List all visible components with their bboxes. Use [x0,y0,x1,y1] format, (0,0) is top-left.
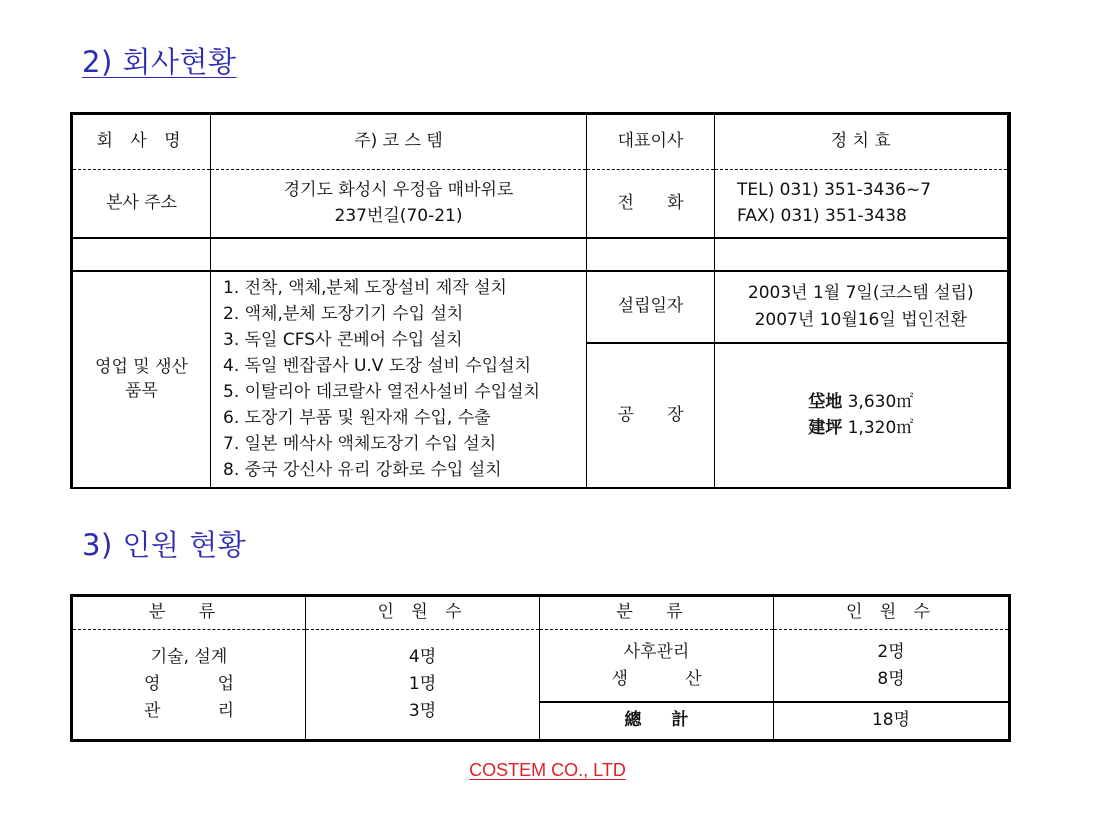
products-label-line-2: 품목 [125,381,158,402]
products-label-line-1: 영업 및 생산 [95,357,188,378]
count-item: 1명 [408,674,437,695]
right-counts [774,630,1010,703]
category-item: 생 산 [611,668,702,689]
count-item: 4명 [408,647,437,668]
header-headcount: 인 원 수 [774,596,1010,630]
header-headcount: 인 원 수 [306,596,540,630]
factory-label [587,343,715,488]
category-item: 사후관리 [623,641,690,662]
total-label [540,702,774,740]
fax-number: FAX) 031) 351-3438 [737,206,907,227]
building-value: 1,320㎡ [842,418,914,439]
phone-label [587,170,715,238]
product-item: 2. 액체,분체 도장기기 수입 설치 [223,304,464,325]
category-item: 영 업 [144,674,234,695]
product-item: 4. 독일 벤잡콥사 U.V 도장 설비 수입설치 [223,356,532,377]
tel-number: TEL) 031) 351-3436~7 [737,180,932,201]
product-item: 8. 중국 강신사 유리 강화로 수입 설치 [223,460,502,481]
product-item: 7. 일본 메삭사 액체도장기 수입 설치 [223,434,497,455]
building-label: 建坪 [808,418,843,439]
established-line-1: 2003년 1월 7일(코스템 설립) [747,282,974,303]
ceo-value: 정 치 효 [715,114,1009,170]
land-area [721,389,1001,415]
company-name-value: 주) 코 스 템 [211,114,587,170]
factory-label-part-1: 공 [617,404,634,425]
section-title-staff-status: 3) 인원 현황 [82,528,247,562]
company-name-label: 회 사 명 [72,114,211,170]
factory-label-part-2: 장 [667,404,684,425]
products-list [211,271,587,488]
established-value [715,271,1009,343]
phone-label-part-1: 전 [617,192,634,213]
hq-address-line-1: 경기도 화성시 우정읍 매바위로 [283,180,514,201]
category-item: 기술, 설계 [150,647,228,668]
hq-address-value [211,170,587,238]
empty-cell [211,238,587,271]
left-categories [72,630,306,741]
header-category: 분 류 [72,596,306,630]
count-item: 3명 [408,701,437,722]
count-item: 2명 [877,641,905,662]
product-item: 5. 이탈리아 데코랄사 열전사설비 수입설치 [223,382,541,403]
right-categories [540,630,774,703]
company-footer: COSTEM CO., LTD [469,760,626,780]
product-item: 1. 전착, 액체,분체 도장설비 제작 설치 [223,278,507,299]
left-counts [306,630,540,741]
phone-label-part-2: 화 [667,192,684,213]
ceo-label: 대표이사 [587,114,715,170]
products-label [72,271,211,488]
building-area [721,415,1001,441]
total-label-part-1: 總 [624,710,642,731]
total-count: 18명 [774,702,1010,740]
staff-status-table [70,594,1011,742]
product-item: 3. 독일 CFS사 콘베어 수입 설치 [223,330,463,351]
land-label: 垈地 [808,392,843,413]
header-category: 분 류 [540,596,774,630]
established-label: 설립일자 [587,271,715,343]
land-value: 3,630㎡ [842,392,914,413]
total-label-part-2: 計 [671,710,689,731]
count-item: 8명 [877,668,905,689]
hq-address-label: 본사 주소 [72,170,211,238]
product-item: 6. 도장기 부품 및 원자재 수입, 수출 [223,408,491,429]
established-line-2: 2007년 10월16일 법인전환 [754,309,967,330]
phone-value [715,170,1009,238]
empty-cell [587,238,715,271]
section-title-company-status: 2) 회사현황 [82,45,237,79]
category-item: 관 리 [144,701,234,722]
empty-cell [72,238,211,271]
hq-address-line-2: 237번길(70-21) [334,206,463,227]
company-status-table [70,112,1011,489]
empty-cell [715,238,1009,271]
factory-area [715,343,1009,488]
